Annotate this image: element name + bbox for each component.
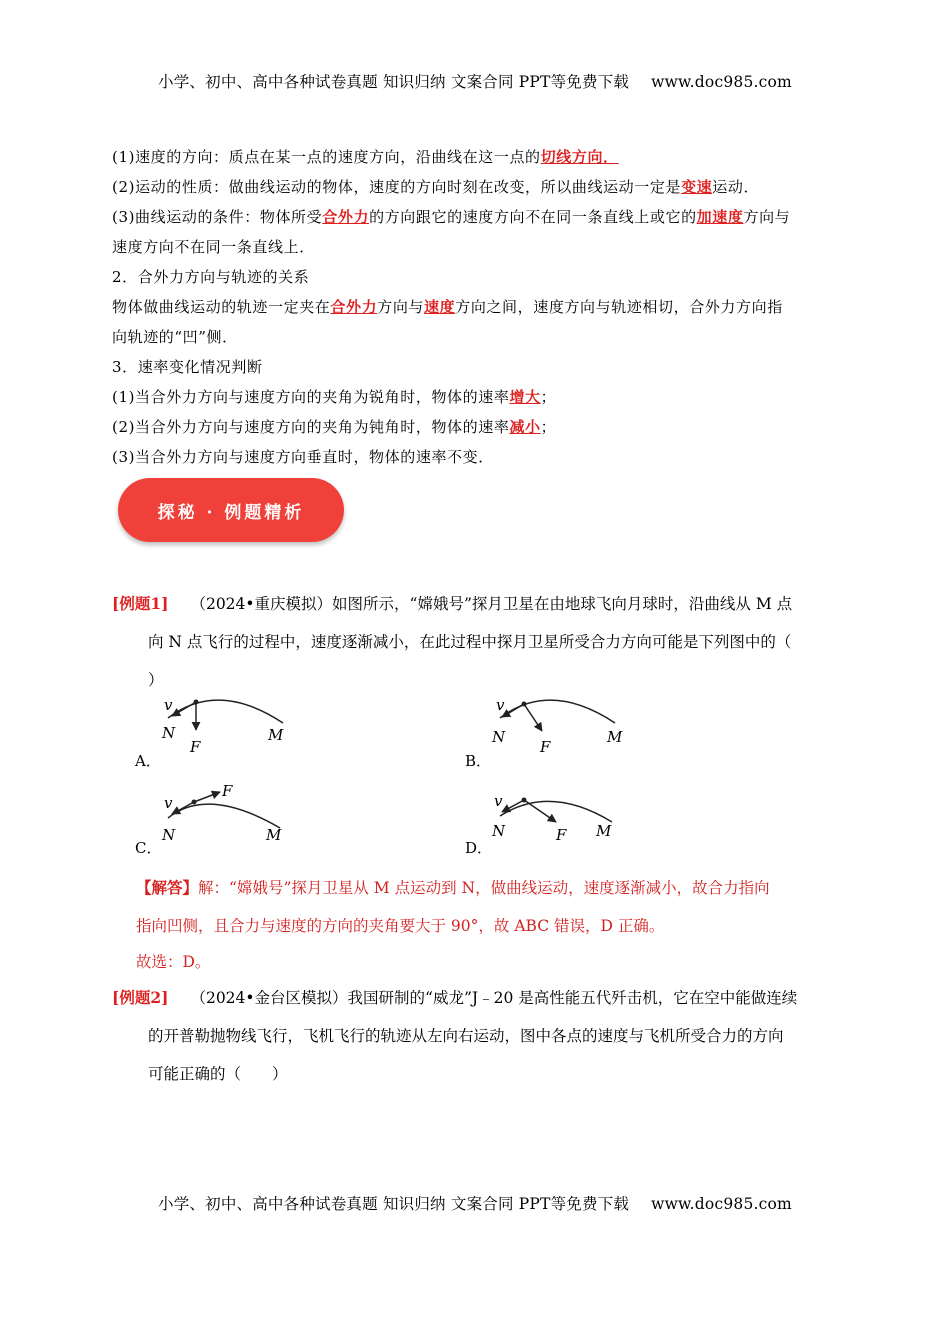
- note-line-s2b: 向轨迹的“凹”侧．: [112, 328, 238, 346]
- example2-line2: 的开普勒抛物线飞行，飞机飞行的轨迹从左向右运动，图中各点的速度与飞机所受合力的方向: [148, 1027, 784, 1045]
- footer-url[interactable]: www.doc985.com: [651, 1195, 792, 1213]
- header-url[interactable]: www.doc985.com: [651, 73, 792, 91]
- answer-tag: 【解答】: [136, 878, 199, 897]
- note-line-4: 速度方向不在同一条直线上．: [112, 238, 315, 256]
- answer-line1: 【解答】解：“嫦娥号”探月卫星从 M 点运动到 N，做曲线运动，速度逐渐减小，故合力指向: [136, 878, 770, 897]
- label-n: N: [492, 822, 506, 840]
- answer-line2: 指向凹侧，且合力与速度的方向的夹角要大于 90°，故 ABC 错误，D 正确。: [136, 917, 665, 935]
- page-footer: [0, 1192, 950, 1214]
- label-f: F: [556, 826, 567, 844]
- label-f: F: [190, 738, 201, 756]
- key-term: 速度: [424, 298, 456, 316]
- note-line-s3-1: (1)当合外力方向与速度方向的夹角为锐角时，物体的速率增大；: [112, 388, 557, 406]
- label-f: F: [540, 738, 551, 756]
- note-line-3: (3)曲线运动的条件：物体所受合外力的方向跟它的速度方向不在同一条直线上或它的加速度方向与: [112, 208, 791, 226]
- label-n: N: [492, 728, 506, 746]
- page-header: [0, 70, 950, 92]
- option-a-label[interactable]: A．: [135, 752, 161, 770]
- note-line-s3-2: (2)当合外力方向与速度方向的夹角为钝角时，物体的速率减小；: [112, 418, 557, 436]
- option-d-label[interactable]: D．: [465, 839, 493, 857]
- key-term: 合外力: [330, 298, 378, 316]
- option-c-label[interactable]: C．: [135, 839, 162, 857]
- note-line-2: (2)运动的性质：做曲线运动的物体，速度的方向时刻在改变，所以曲线运动一定是变速运动．: [112, 178, 760, 196]
- figure-b-diagram: [490, 690, 630, 760]
- label-m: M: [596, 822, 612, 840]
- answer-line3: 故选：D。: [136, 953, 211, 971]
- note-line-1: (1)速度的方向：质点在某一点的速度方向，沿曲线在这一点的切线方向．: [112, 148, 619, 166]
- key-term: 减小: [509, 418, 541, 436]
- label-n: N: [162, 826, 176, 844]
- note-line-s3-3: (3)当合外力方向与速度方向垂直时，物体的速率不变．: [112, 448, 494, 466]
- key-term: 切线方向．: [540, 148, 619, 166]
- label-f: F: [222, 782, 233, 800]
- option-a-figure: [158, 690, 298, 764]
- key-term: 加速度: [696, 208, 744, 226]
- label-v: v: [494, 792, 503, 810]
- label-m: M: [268, 726, 284, 744]
- label-n: N: [162, 724, 176, 742]
- label-m: M: [607, 728, 623, 746]
- option-b-figure: [490, 690, 630, 764]
- example2-label: [例题2]: [112, 988, 169, 1007]
- figure-d-diagram: [490, 780, 630, 850]
- example1-label: [例题1]: [112, 594, 169, 613]
- example1-line2: 向 N 点飞行的过程中，速度逐渐减小，在此过程中探月卫星所受合力方向可能是下列图中的（: [148, 633, 792, 651]
- figure-c-diagram: [158, 780, 298, 850]
- option-c-figure: [158, 780, 298, 854]
- label-v: v: [164, 794, 173, 812]
- note-line-s2a: 物体做曲线运动的轨迹一定夹在合外力方向与速度方向之间，速度方向与轨迹相切，合外力方向指: [112, 298, 783, 316]
- figure-a-diagram: [158, 690, 298, 760]
- option-b-label[interactable]: B．: [465, 752, 492, 770]
- label-m: M: [266, 826, 282, 844]
- example2-line3: 可能正确的（ ）: [148, 1065, 288, 1083]
- example1-line1: [例题1] （2024•重庆模拟）如图所示，“嫦娥号”探月卫星在由地球飞向月球时，沿曲线从 M 点: [112, 594, 793, 613]
- example2-line1: [例题2] （2024•金台区模拟）我国研制的“威龙”J﹣20 是高性能五代歼击机，它在空中能做连续: [112, 988, 798, 1007]
- section-3-title: 3．速率变化情况判断: [112, 358, 263, 376]
- footer-text: 小学、初中、高中各种试卷真题 知识归纳 文案合同 PPT等免费下载: [158, 1195, 630, 1213]
- key-term: 增大: [509, 388, 541, 406]
- key-term: 变速: [681, 178, 713, 196]
- section-banner: 探秘 · 例题精析: [118, 478, 344, 542]
- example1-line3: ）: [148, 671, 164, 689]
- option-d-figure: [490, 780, 630, 854]
- label-v: v: [496, 696, 505, 714]
- section-2-title: 2．合外力方向与轨迹的关系: [112, 268, 310, 286]
- label-v: v: [164, 696, 173, 714]
- header-text: 小学、初中、高中各种试卷真题 知识归纳 文案合同 PPT等免费下载: [158, 73, 630, 91]
- key-term: 合外力: [322, 208, 370, 226]
